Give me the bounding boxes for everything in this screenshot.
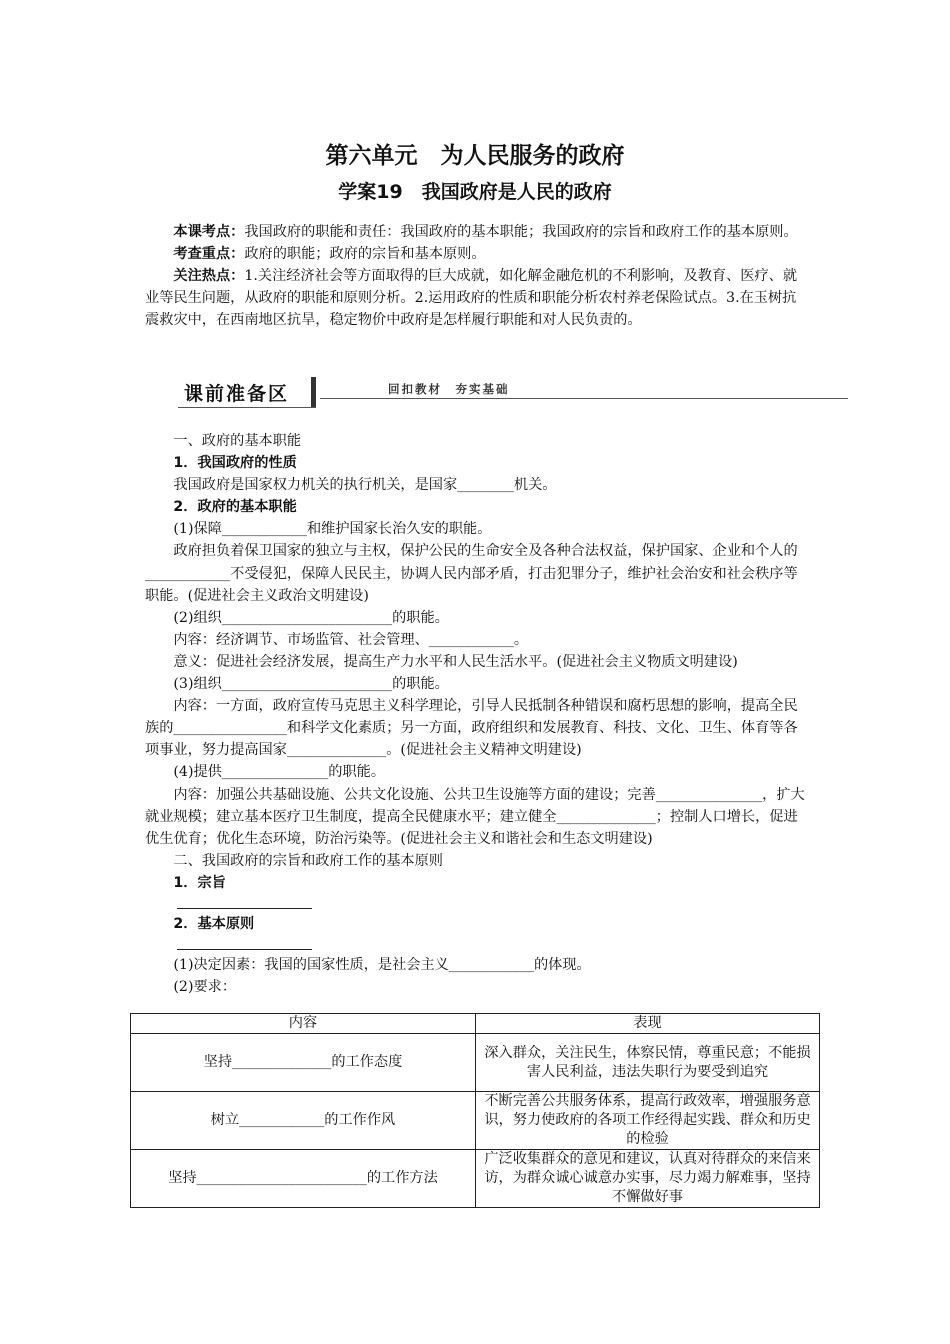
kaodian-text: 我国政府的职能和责任：我国政府的基本职能；我国政府的宗旨和政府工作的基本原则。 — [244, 224, 798, 240]
redian-label: 关注热点： — [173, 268, 245, 284]
subheading-1-1: 1．我国政府的性质 — [173, 455, 297, 472]
paragraph-6: 意义：促进社会经济发展，提高生产力水平和人民生活水平。(促进社会主义物质文明建设) — [173, 653, 738, 670]
redian-paragraph — [145, 265, 810, 331]
banner-label-box — [178, 377, 316, 407]
kaodian-paragraph — [145, 221, 810, 243]
paragraph-4: (2)组织________________________的职能。 — [173, 609, 449, 626]
paragraph-1: 我国政府是国家权力机关的执行机关，是国家________机关。 — [173, 477, 557, 494]
table-cell-content: 树立____________的工作作风 — [131, 1092, 476, 1150]
table-cell-content: 坚持______________的工作态度 — [131, 1034, 476, 1092]
paragraph-3: 政府担负着保卫国家的独立与主权，保护公民的生命安全及各种合法权益，保护国家、企业和个人的____________不受侵犯，保障人民民主，协调人民内部矛盾，打击犯罪分子，维护社会治安和社会秩序等职能。(促进社会主义政治文明建设) — [145, 543, 798, 604]
table-header-row — [131, 1014, 820, 1034]
table-row — [131, 1092, 820, 1150]
table-cell-performance: 不断完善公共服务体系，提高行政效率，增强服务意识，努力使政府的各项工作经得起实践、群众和历史的检验 — [476, 1092, 820, 1150]
table-header-cell: 内容 — [131, 1014, 476, 1034]
banner-label: 课前准备区 — [184, 383, 290, 405]
zhongdian-paragraph — [145, 243, 810, 265]
redian-text: 1.关注经济社会等方面取得的巨大成就，如化解金融危机的不利影响，及教育、医疗、就业等民生问题，从政府的职能和原则分析。2.运用政府的性质和职能分析农村养老保险试点。3.在玉树抗震救灾中，在西南地区抗旱，稳定物价中政府是怎样履行职能和对人民负责的。 — [145, 268, 798, 328]
paragraph-5: 内容：经济调节、市场监管、社会管理、____________。 — [173, 631, 529, 648]
table-cell-content: 坚持________________________的工作方法 — [131, 1150, 476, 1208]
answer-blank[interactable] — [177, 894, 312, 909]
intro-section — [145, 221, 810, 331]
paragraph-10: 内容：加强公共基础设施、公共文化设施、公共卫生设施等方面的建设；完善_______________，扩大就业规模；建立基本医疗卫生制度，提高全民健康水平；建立健全______________；控制人口增长，促进优生优育；优化生态环境，防治污染等。(促进社会主义和谐社会和生态文明建设) — [145, 786, 805, 847]
paragraph-2: (1)保障____________和维护国家长治久安的职能。 — [173, 521, 492, 538]
paragraph-7: (3)组织________________________的职能。 — [173, 676, 449, 693]
paragraph-11: (1)决定因素：我国的国家性质，是社会主义____________的体现。 — [173, 957, 591, 974]
banner-rule — [320, 398, 848, 399]
paragraph-8: 内容：一方面，政府宣传马克思主义科学理论，引导人民抵制各种错误和腐朽思想的影响，提高全民族的________________和科学文化素质；另一方面，政府组织和发展教育、科技、文化、卫生、体育等各项事业，努力提高国家______________。(促进社会主义精神文明建设) — [145, 698, 798, 759]
unit-title: 第六单元 为人民服务的政府 — [325, 143, 625, 169]
kaodian-label: 本课考点： — [173, 224, 245, 240]
table-cell-performance: 深入群众，关注民生，体察民情，尊重民意；不能损害人民利益，违法失职行为要受到追究 — [476, 1034, 820, 1092]
requirements-table — [130, 1013, 820, 1208]
paragraph-12: (2)要求： — [173, 979, 237, 996]
zhongdian-text: 政府的职能；政府的宗旨和基本原则。 — [244, 246, 486, 262]
table-header-cell: 表现 — [476, 1014, 820, 1034]
banner-underline — [178, 407, 316, 408]
zhongdian-label: 考查重点： — [173, 246, 245, 262]
answer-blank[interactable] — [177, 935, 312, 950]
section-heading-2: 二、我国政府的宗旨和政府工作的基本原则 — [173, 852, 443, 869]
section-banner — [178, 377, 848, 411]
subheading-2-1: 1．宗旨 — [173, 874, 226, 891]
table-row — [131, 1034, 820, 1092]
main-content — [145, 430, 810, 998]
table-row — [131, 1150, 820, 1208]
paragraph-9: (4)提供_______________的职能。 — [173, 764, 386, 781]
table-cell-performance: 广泛收集群众的意见和建议，认真对待群众的来信来访，为群众诚心诚意办实事，尽力竭力解难事，坚持不懈做好事 — [476, 1150, 820, 1208]
subheading-2-2: 2．基本原则 — [173, 915, 255, 932]
lesson-title: 学案19 我国政府是人民的政府 — [338, 181, 612, 203]
banner-subtitle: 回扣教材 夯实基础 — [388, 382, 510, 396]
subheading-1-2: 2．政府的基本职能 — [173, 499, 297, 516]
section-heading-1: 一、政府的基本职能 — [173, 433, 302, 449]
